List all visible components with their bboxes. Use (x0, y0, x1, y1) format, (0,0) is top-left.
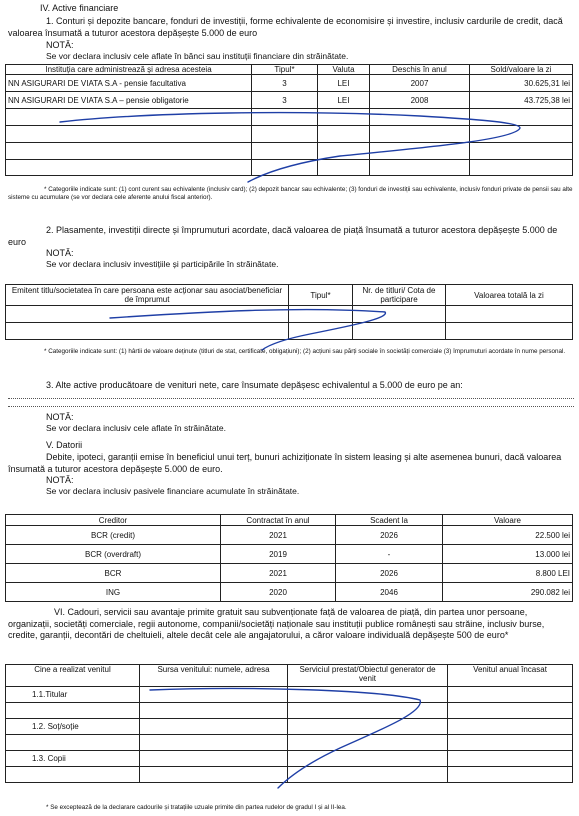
debts-cell: 2021 (221, 564, 336, 583)
dotted-line (8, 398, 574, 399)
accounts-table (5, 64, 573, 176)
debts-table (5, 514, 573, 602)
section-v-title: V. Datorii (46, 440, 83, 450)
accounts-cell: LEI (318, 92, 370, 109)
gifts-row-label: 1.1.Titular (6, 687, 140, 703)
debts-cell: BCR (credit) (6, 526, 221, 545)
table-row (6, 735, 573, 751)
table-row (6, 143, 573, 160)
table-row (6, 526, 573, 545)
debts-header-year: Contractat în anul (221, 515, 336, 526)
debts-header-value: Valoare (443, 515, 573, 526)
nota-label-1: NOTĂ: (46, 40, 74, 50)
nota-label-5: NOTĂ: (46, 475, 74, 485)
accounts-header-type: Tipul* (252, 65, 318, 75)
nota-label-3: NOTĂ: (46, 412, 74, 422)
footnote-1: * Categoriile indicate sunt: (1) cont curent sau echivalente (inclusiv card); (2) depozit bancar sau echivalente; (3) fonduri de investiții sau echivalente, inclusiv fonduri private de pensii sau alte sisteme cu acumulare (se vor declara cele aferente anului fiscal anterior). (8, 186, 573, 201)
table-row (6, 109, 573, 126)
debts-header-due: Scadent la (336, 515, 443, 526)
accounts-cell: 2007 (370, 75, 470, 92)
debts-cell: 290.082 lei (443, 583, 573, 602)
dotted-line (8, 406, 574, 407)
table-row (6, 703, 573, 719)
accounts-header-institution: Instituția care administrează și adresa acesteia (6, 65, 252, 75)
gifts-header-who: Cine a realizat venitul (6, 665, 140, 687)
debts-cell: - (336, 545, 443, 564)
debts-cell: 2021 (221, 526, 336, 545)
debts-cell: BCR (overdraft) (6, 545, 221, 564)
investments-header-value: Valoarea totală la zi (446, 285, 573, 306)
section-v-p: Debite, ipoteci, garanții emise în beneficiul unui terț, bunuri achiziționate în sistem leasing și alte asemenea bunuri, dacă valoarea însumată a tuturor acestora depășește 5.000 de euro. (8, 452, 562, 474)
section-iv-p1: 1. Conturi și depozite bancare, fonduri de investiții, forme echivalente de economisire și investire, inclusiv cardurile de credit, dacă valoarea însumată a tuturor acestora depășește 5.000 de euro (8, 16, 563, 38)
accounts-cell: 30.625,31 lei (470, 75, 573, 92)
gifts-header-income: Venitul anual încasat (448, 665, 573, 687)
debts-cell: 2019 (221, 545, 336, 564)
accounts-header-currency: Valuta (318, 65, 370, 75)
gifts-header-source: Sursa venitului: numele, adresa (140, 665, 288, 687)
debts-cell: 2026 (336, 564, 443, 583)
section-iv-p2: 2. Plasamente, investiții directe și împrumuturi acordate, dacă valoarea de piață însumată a tuturor acestora depășește 5.000 de euro (8, 225, 558, 247)
table-row (6, 545, 573, 564)
table-row (6, 92, 573, 109)
nota-3: Se vor declara inclusiv cele aflate în străinătate. (46, 423, 227, 433)
gifts-table (5, 664, 573, 783)
accounts-cell: 3 (252, 92, 318, 109)
accounts-cell: 2008 (370, 92, 470, 109)
debts-header-creditor: Creditor (6, 515, 221, 526)
gifts-row-label: 1.3. Copii (6, 751, 140, 767)
accounts-cell: 3 (252, 75, 318, 92)
footnote-2: * Categoriile indicate sunt: (1) hârtii de valoare deținute (titluri de stat, certificate, obligațiuni); (2) acțiuni sau părți sociale în societăți comerciale (3) împrumuturi acordate în nume personal. (44, 348, 566, 355)
debts-cell: BCR (6, 564, 221, 583)
debts-cell: 22.500 lei (443, 526, 573, 545)
accounts-cell: LEI (318, 75, 370, 92)
table-row (6, 75, 573, 92)
nota-1: Se vor declara inclusiv cele aflate în bănci sau instituții financiare din străinătate. (46, 51, 349, 61)
table-row (6, 564, 573, 583)
investments-table (5, 284, 573, 340)
nota-2: Se vor declara inclusiv investițiile și participările în străinătate. (46, 259, 279, 269)
investments-header-shares: Nr. de titluri/ Cota de participare (353, 285, 446, 306)
accounts-cell: NN ASIGURARI DE VIATA S.A - pensie facultativa (6, 75, 252, 92)
table-row (6, 160, 573, 176)
debts-cell: 2020 (221, 583, 336, 602)
nota-label-2: NOTĂ: (46, 248, 74, 258)
table-row (6, 687, 573, 703)
nota-5: Se vor declara inclusiv pasivele financiare acumulate în străinătate. (46, 486, 300, 496)
footnote-6: * Se exceptează de la declarare cadourile și tratațiile uzuale primite din partea rudelor de gradul I și al II-lea. (46, 804, 347, 811)
gifts-header-service: Serviciul prestat/Obiectul generator de venit (288, 665, 448, 687)
table-row (6, 583, 573, 602)
accounts-cell: NN ASIGURARI DE VIATA S.A – pensie obligatorie (6, 92, 252, 109)
section-iv-title: IV. Active financiare (40, 3, 119, 13)
debts-cell: 13.000 lei (443, 545, 573, 564)
table-row (6, 323, 573, 340)
accounts-header-balance: Sold/valoare la zi (470, 65, 573, 75)
table-row (6, 751, 573, 767)
table-row (6, 767, 573, 783)
accounts-cell: 43.725,38 lei (470, 92, 573, 109)
table-row (6, 719, 573, 735)
accounts-header-opened: Deschis în anul (370, 65, 470, 75)
debts-cell: 2046 (336, 583, 443, 602)
debts-cell: ING (6, 583, 221, 602)
debts-cell: 8.800 LEI (443, 564, 573, 583)
investments-header-issuer: Emitent titlu/societatea în care persoana este acționar sau asociat/beneficiar de împrumut (6, 285, 289, 306)
section-iv-p3: 3. Alte active producătoare de venituri nete, care însumate depășesc echivalentul a 5.000 de euro pe an: (46, 380, 463, 390)
table-row (6, 126, 573, 143)
investments-header-type: Tipul* (289, 285, 353, 306)
gifts-row-label: 1.2. Soț/soție (6, 719, 140, 735)
section-vi-title: VI. Cadouri, servicii sau avantaje primite gratuit sau subvenționate față de valoarea de piață, din partea unor persoane, organizații, societăți comerciale, regii autonome, companii/societăți naționale sau instituții publice românești sau străine, inclusiv burse, credite, garanții, decontări de cheltuieli, altele decât cele ale angajatorului, a căror valoare individuală depășește 500 de euro* (8, 607, 545, 640)
debts-cell: 2026 (336, 526, 443, 545)
table-row (6, 306, 573, 323)
